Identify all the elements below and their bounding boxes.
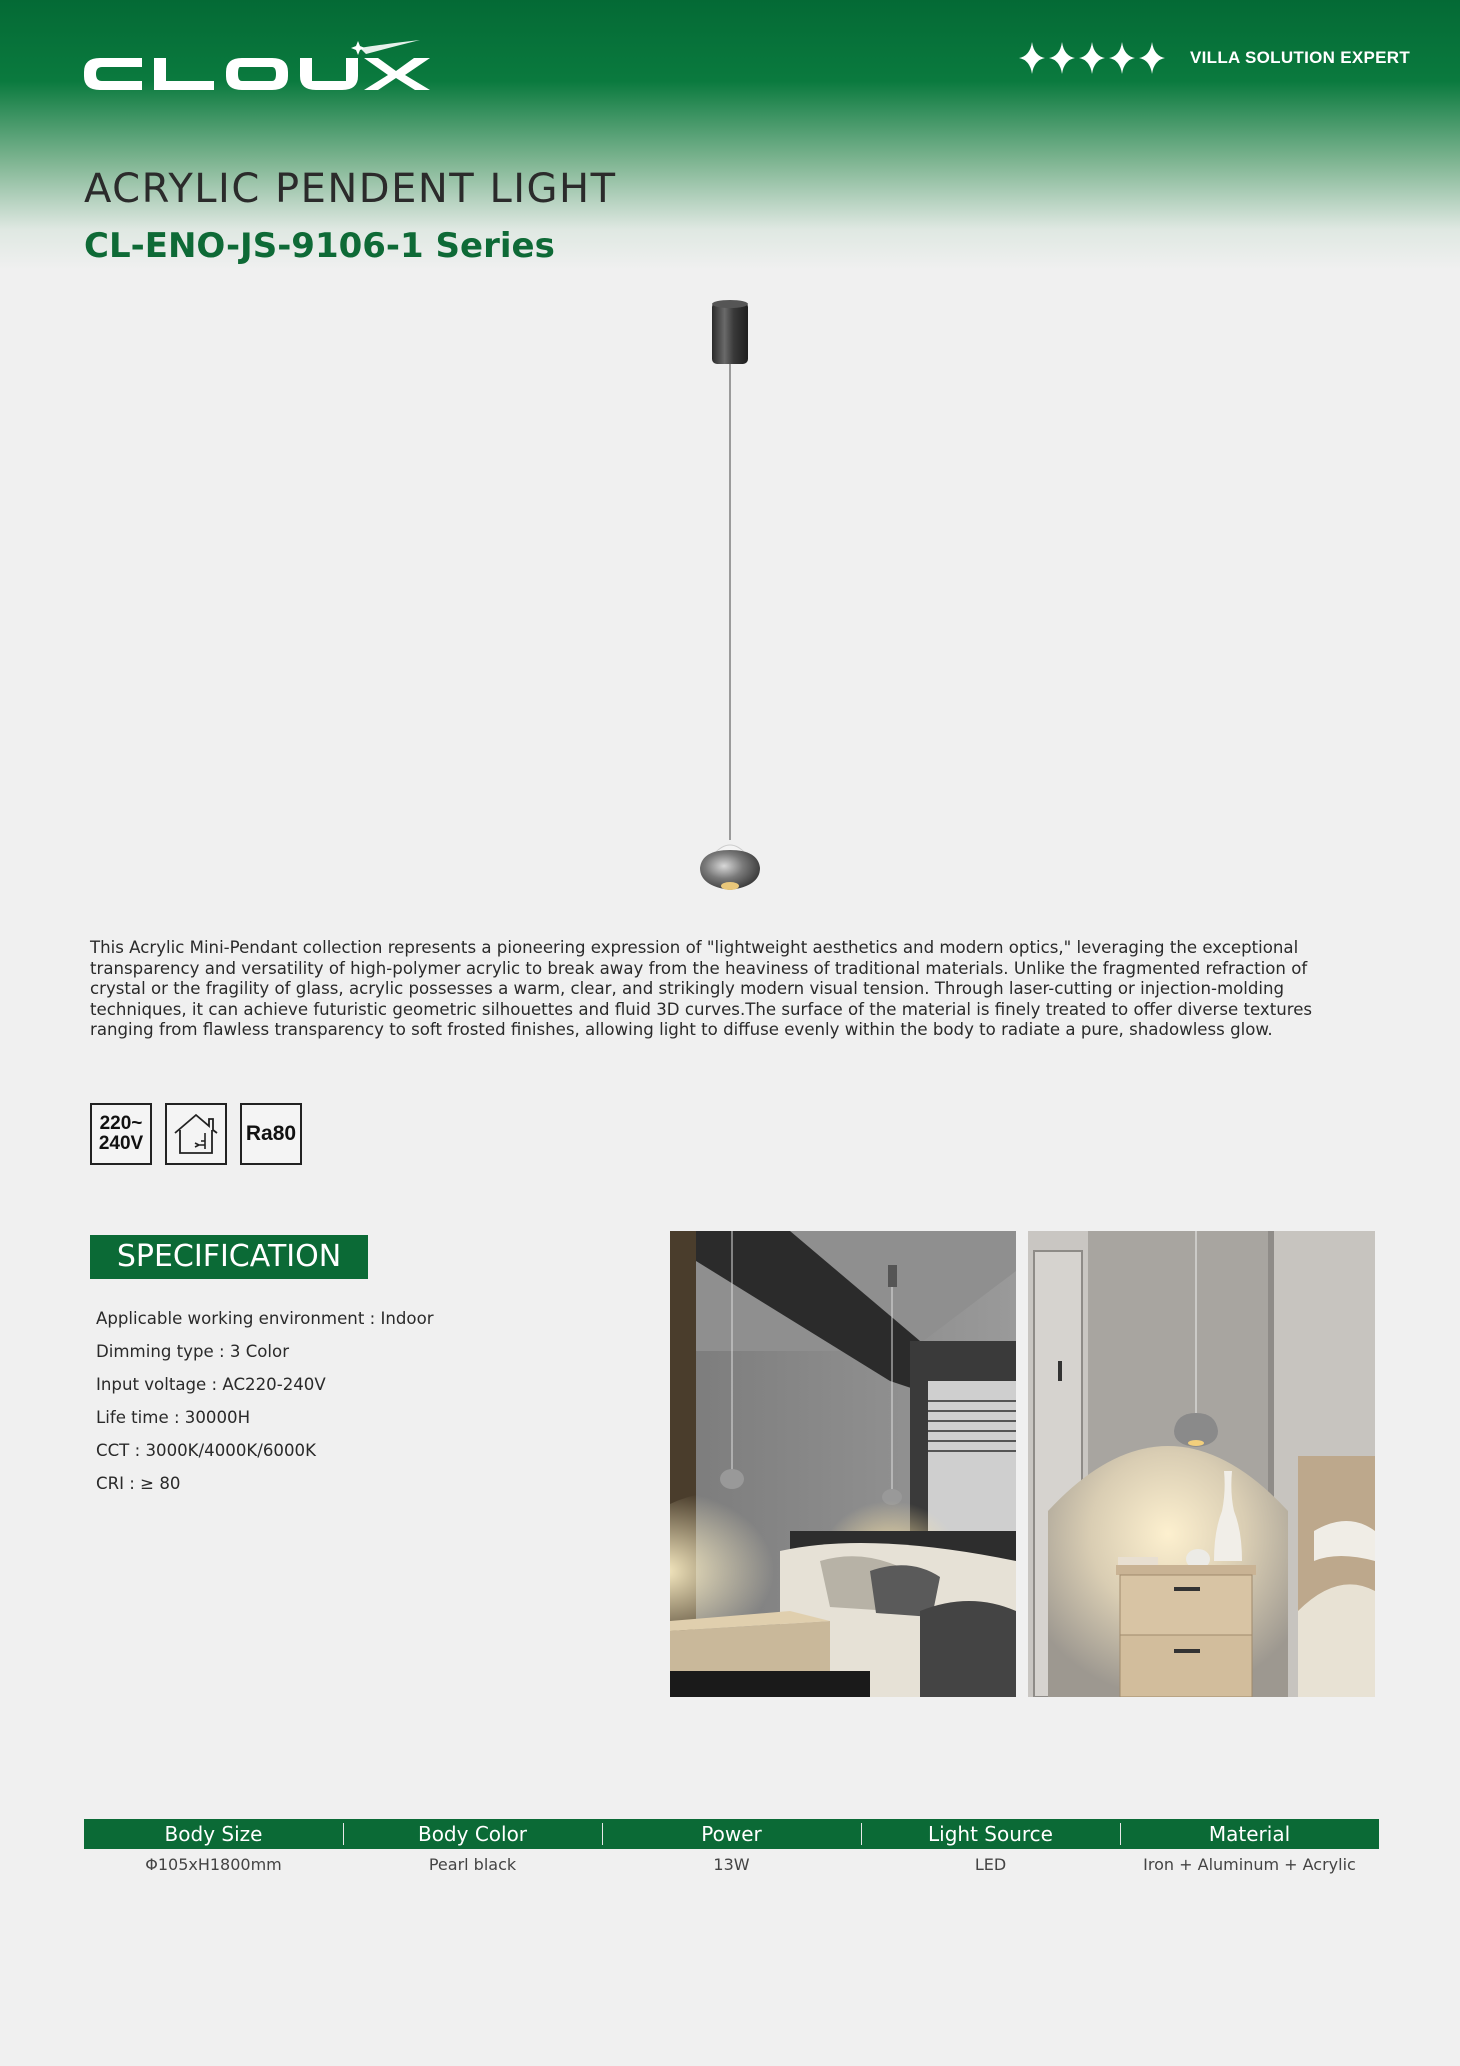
table-header-cell: Power [602,1819,861,1849]
nightstand-scene-photo [1028,1231,1375,1697]
feature-badges [90,1103,302,1165]
product-title: ACRYLIC PENDENT LIGHT [84,166,617,212]
table-header-cell: Light Source [861,1819,1120,1849]
voltage-line-2: 240V [98,1133,144,1154]
product-description: This Acrylic Mini-Pendant collection represents a pioneering expression of "lightweight aesthetics and modern optics," leveraging the exceptional transparency and versatility of high-polymer acrylic to break away from the heaviness of traditional materials. Unlike the fragmented refraction of crystal or the fragility of glass, acrylic possesses a warm, clear, and strikingly modern visual tension. Through laser-cutting or injection-molding techniques, it can achieve futuristic geometric silhouettes and fluid 3D curves.The surface of the material is finely treated to offer diverse textures ranging from flawless transparency to soft frosted finishes, allowing light to diffuse evenly within the body to radiate a pure, shadowless glow. [90,938,1313,1040]
table-cell: Iron + Aluminum + Acrylic [1143,1855,1356,1874]
voltage-badge [90,1103,152,1165]
cloux-logo [84,40,436,102]
table-header-cell: Body Color [343,1819,602,1849]
tagline: VILLA SOLUTION EXPERT [1190,48,1411,67]
spec-item: Applicable working environment : Indoor [96,1309,434,1328]
product-specs-table [84,1819,1379,1874]
table-cell: Φ105xH1800mm [145,1855,282,1874]
table-header-cell: Material [1120,1819,1379,1849]
table-cell: 13W [713,1855,750,1874]
spec-item: CCT : 3000K/4000K/6000K [96,1441,316,1460]
indoor-house-icon [171,1111,221,1157]
star-icon [1138,40,1166,76]
table-row [84,1855,1379,1874]
table-cell: LED [974,1855,1007,1874]
star-icon [1018,40,1046,76]
table-header-row [84,1819,1379,1849]
bedroom-scene-photo [670,1231,1016,1697]
voltage-line-1: 220~ [99,1113,143,1134]
star-icon [1048,40,1076,76]
specification-heading: SPECIFICATION [90,1235,368,1279]
star-icon [1108,40,1136,76]
spec-item: CRI : ≥ 80 [96,1474,181,1493]
series-title: CL-ENO-JS-9106-1 Series [84,226,555,266]
spec-item: Input voltage : AC220-240V [96,1375,326,1394]
specification-list [96,1302,434,1500]
star-icon [1078,40,1106,76]
spec-item: Dimming type : 3 Color [96,1342,290,1361]
cri-badge-label: Ra80 [245,1122,297,1145]
table-cell: Pearl black [428,1855,517,1874]
spec-item: Life time : 30000H [96,1408,251,1427]
indoor-badge [165,1103,227,1165]
pendant-lamp-image [690,298,770,898]
table-header-cell: Body Size [164,1822,263,1846]
cri-badge [240,1103,302,1165]
rating-stars [1018,40,1166,76]
